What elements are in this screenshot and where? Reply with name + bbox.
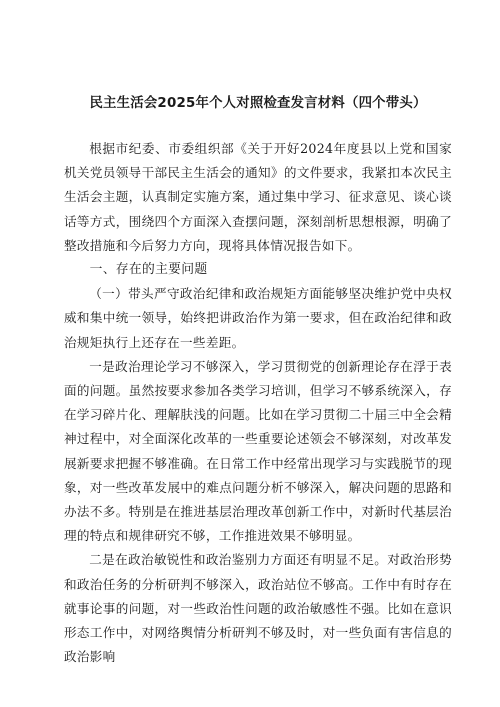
point-one-paragraph: 一是政治理论学习不够深入，学习贯彻党的创新理论存在浮于表面的问题。虽然按要求参加各类学习培训，但学习不够系统深入，存在学习碎片化、理解肤浅的问题。比如在学习贯彻二十届三中全会精神过程中，对全面深化改革的一些重要论述领会不够深刻，对改革发展新要求把握不够准确。在日常工作中经常出现学习与实践脱节的现象，对一些改革发展中的难点问题分析不够深入，解决问题的思路和办法不多。特别是在推进基层治理改革创新工作中，对新时代基层治理的特点和规律研究不够，工作推进效果不够明显。: [64, 358, 452, 544]
subsection-paragraph: （一）带头严守政治纪律和政治规矩方面能够坚决维护党中央权威和集中统一领导，始终把讲政治作为第一要求，但在政治纪律和政治规矩执行上还存在一些差距。: [64, 286, 452, 350]
document-title: 民主生活会2025年个人对照检查发言材料（四个带头）: [89, 96, 427, 111]
section-heading: 一、存在的主要问题: [89, 262, 208, 278]
intro-paragraph: 根据市纪委、市委组织部《关于开好2024年度县以上党和国家机关党员领导干部民主生活会的通知》的文件要求，我紧扣本次民主生活会主题，认真制定实施方案，通过集中学习、征求意见、谈心谈话等方式，围绕四个方面深入查摆问题，深刻剖析思想根源，明确了整改措施和今后努力方向，现将具体情况报告如下。: [64, 141, 452, 253]
point-two-paragraph: 二是在政治敏锐性和政治鉴别力方面还有明显不足。对政治形势和政治任务的分析研判不够深入，政治站位不够高。工作中有时存在就事论事的问题，对一些政治性问题的政治敏感性不强。比如在意识形态工作中，对网络舆情分析研判不够及时，对一些负面有害信息的政治影响: [64, 552, 452, 665]
